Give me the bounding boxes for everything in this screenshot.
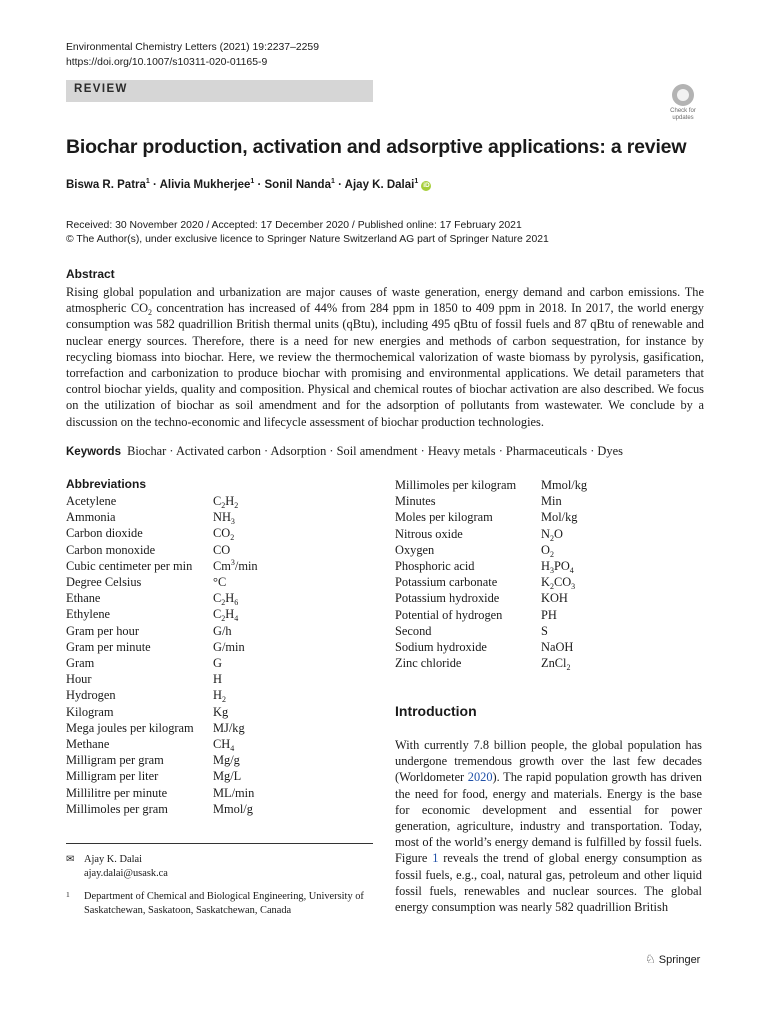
orcid-icon[interactable]: iD — [423, 182, 430, 189]
abbreviation-term: Degree Celsius — [66, 575, 142, 590]
abbreviation-term: Kilogram — [66, 704, 114, 719]
abbreviation-term: Hour — [66, 672, 92, 687]
abbreviation-term: Millimoles per gram — [66, 801, 168, 816]
abbreviation-row — [66, 590, 258, 606]
affiliation-text: Department of Chemical and Biological Engineering, University of Saskatchewan, Saskatoon, Saskatchewan, Canada — [84, 891, 364, 916]
author-name[interactable]: Sonil Nanda — [264, 179, 331, 191]
abbreviation-row — [66, 801, 258, 817]
abbreviation-value: Kg — [213, 704, 229, 719]
article-type-bar — [66, 80, 373, 102]
footnote-divider — [66, 843, 373, 844]
abbreviation-value: $NH_3$ — [213, 510, 235, 527]
abbreviation-term: Ethane — [66, 591, 101, 606]
abbreviation-term: Oxygen — [395, 542, 435, 557]
abbreviation-row — [66, 752, 258, 768]
keywords-list: Biochar · Activated carbon · Adsorption · Soil amendment · Heavy metals · Pharmaceuticals · Dyes — [127, 444, 623, 458]
abbreviation-value: $O_2$ — [541, 542, 554, 559]
abbreviation-row — [395, 607, 587, 623]
abbreviation-row — [66, 768, 258, 784]
author-name[interactable]: Biswa R. Patra — [66, 179, 146, 191]
abbreviation-term: Millilitre per minute — [66, 785, 168, 800]
abbreviation-term: Milligram per liter — [66, 769, 159, 784]
keywords — [66, 444, 623, 459]
abbreviation-row — [66, 655, 258, 671]
abbreviation-value: G/h — [213, 623, 232, 638]
abbreviation-term: Gram — [66, 656, 95, 671]
abbreviation-term: Ammonia — [66, 510, 116, 525]
abbreviation-term: Carbon monoxide — [66, 542, 156, 557]
abbreviation-row — [395, 623, 587, 639]
abbreviation-value: $H_3PO_4$ — [541, 559, 574, 576]
abbreviation-row — [395, 542, 587, 558]
contact-name: Ajay K. Dalai — [84, 854, 142, 865]
abbreviation-row — [66, 574, 258, 590]
ref-link-worldometer[interactable]: 2020 — [467, 770, 493, 785]
abbreviation-value: Mg/L — [213, 769, 242, 784]
abbreviation-value: $N_2O$ — [541, 526, 563, 543]
abbreviation-term: Minutes — [395, 494, 436, 509]
check-updates-icon — [672, 84, 694, 106]
abbreviations-heading: Abbreviations — [66, 477, 147, 491]
check-updates-text: Check for updates — [670, 108, 696, 121]
abbreviation-value: Cm$^3$/min — [213, 557, 258, 573]
abbreviation-value: MJ/kg — [213, 720, 245, 735]
abbreviation-row — [66, 509, 258, 525]
abbreviation-value: Mmol/g — [213, 801, 253, 816]
abbreviation-value: Mol/kg — [541, 510, 578, 525]
publication-dates — [66, 219, 549, 247]
author-affiliation-marker: 1 — [330, 178, 335, 185]
author-affiliation-marker: 1 — [250, 178, 255, 185]
abbreviation-term: Second — [395, 623, 432, 638]
abbreviation-term: Methane — [66, 737, 110, 752]
abbreviation-row — [395, 526, 587, 542]
introduction-heading: Introduction — [395, 703, 477, 719]
keywords-label: Keywords — [66, 446, 121, 458]
abstract-text: Rising global population and urbanization are major causes of waste generation, energy demand and carbon emissions. The atmospheric $CO_2$ concentration has increased of 44% from 284 ppm in 1850 to 409 ppm in 2018. In 2017, the world energy consumption was 582 quadrillion British thermal units (qBtu), including 495 qBtu of fossil fuels and 87 qBtu of renewable and nuclear energy sources. Therefore, there is a need for new energies and methods of carbon sequestration, for instance by recycling biomass into biochar. Here, we review the thermochemical valorization of waste biomass by pyrolysis, gasification, torrefaction and carbonization to produce biochar with promising and environmental applications. We detail parameters that control biochar yields, quality and composition. Physical and chemical routes of biochar activation are also described. We focus on the utilization of biochar as soil amendment and for the adsorption of pollutants from wastewater. We conclude by a discussion on the techno-economic and lifecycle assessment of biochar production technologies. — [66, 285, 704, 429]
abbreviation-value: ML/min — [213, 785, 255, 800]
abbreviation-row — [66, 785, 258, 801]
abbreviation-value: $CO_2$ — [213, 526, 235, 543]
abbreviation-term: Millimoles per kilogram — [395, 478, 517, 492]
abbreviation-row — [66, 687, 258, 703]
abbreviation-value: PH — [541, 607, 557, 622]
abbreviation-term: Ethylene — [66, 607, 111, 622]
affiliation-number: 1 — [66, 890, 70, 899]
abbreviation-row — [395, 590, 587, 606]
abbreviation-value: CO — [213, 542, 231, 557]
abbreviation-value: $H_2$ — [213, 688, 226, 705]
dates-line: Received: 30 November 2020 / Accepted: 17 December 2020 / Published online: 17 February 2021 — [66, 220, 522, 231]
journal-info — [66, 41, 319, 70]
abbreviation-term: Cubic centimeter per min — [66, 558, 193, 573]
author-name[interactable]: Ajay K. Dalai — [344, 179, 415, 191]
abbreviation-row — [66, 606, 258, 622]
abbreviation-value: $K_2CO_3$ — [541, 575, 576, 592]
abbreviation-term: Potassium hydroxide — [395, 591, 500, 606]
article-type-label: REVIEW — [74, 83, 128, 95]
abbreviation-row — [66, 639, 258, 655]
check-for-updates-badge[interactable] — [665, 84, 701, 122]
envelope-icon: ✉ — [66, 854, 75, 865]
abbreviation-value: S — [541, 623, 548, 638]
abbreviation-row — [395, 639, 587, 655]
article-title: Biochar production, activation and adsorptive applications: a review — [66, 136, 687, 158]
abbreviation-term: Mega joules per kilogram — [66, 720, 194, 735]
abbreviations-list-right — [395, 477, 587, 671]
abbreviation-value: NaOH — [541, 640, 574, 655]
abbreviation-row — [66, 736, 258, 752]
abbreviation-value: $C_2H_2$ — [213, 494, 239, 510]
journal-citation: Environmental Chemistry Letters (2021) 19:2237–2259 — [66, 42, 319, 53]
abbreviation-row — [66, 704, 258, 720]
abbreviations-list-left — [66, 493, 258, 817]
abbreviation-term: Gram per minute — [66, 639, 151, 654]
abbreviation-value: G — [213, 656, 222, 671]
abbreviation-row — [395, 477, 587, 493]
abbreviation-term: Acetylene — [66, 494, 117, 508]
abbreviation-term: Zinc chloride — [395, 656, 462, 671]
abbreviation-term: Sodium hydroxide — [395, 640, 487, 655]
abbreviation-term: Gram per hour — [66, 623, 139, 638]
contact-email[interactable]: ajay.dalai@usask.ca — [84, 868, 168, 879]
abbreviation-row — [395, 558, 587, 574]
doi-link[interactable]: https://doi.org/10.1007/s10311-020-01165-9 — [66, 56, 268, 68]
abbreviation-term: Potassium carbonate — [395, 575, 498, 590]
abbreviation-term: Moles per kilogram — [395, 510, 493, 525]
abbreviation-value: $C_2H_4$ — [213, 607, 239, 624]
abbreviation-row — [66, 558, 258, 574]
abbreviation-term: Carbon dioxide — [66, 526, 143, 541]
abbreviation-term: Phosphoric acid — [395, 559, 475, 574]
abbreviation-value: KOH — [541, 591, 568, 606]
figure-link-1[interactable]: 1 — [432, 851, 439, 866]
abbreviation-value: Mg/g — [213, 753, 240, 768]
abbreviation-row — [395, 574, 587, 590]
abbreviation-value: G/min — [213, 639, 245, 654]
abbreviation-value: °C — [213, 575, 227, 590]
author-affiliation-marker: 1 — [145, 178, 150, 185]
abbreviation-row — [66, 671, 258, 687]
author-list: Biswa R. Patra$^1$ · Alivia Mukherjee$^1$ · Sonil Nanda$^1$ · Ajay K. Dalai$^1$ iD — [66, 178, 430, 191]
abbreviation-row — [66, 493, 258, 509]
springer-horse-icon: ♘ — [645, 952, 656, 966]
publisher-name: Springer — [658, 954, 701, 966]
abbreviation-term: Nitrous oxide — [395, 526, 463, 541]
abbreviation-value: H — [213, 672, 222, 687]
publisher-logo — [645, 952, 700, 966]
abbreviation-row — [66, 720, 258, 736]
introduction-text: With currently 7.8 billion people, the global population has undergone tremendous growth over the last few decades (Worldometer 2020). The rapid population growth has driven the need for food, energy and materials. Energy is the base for economic development and essential for power generation, agriculture, industry and transportation. Today, most of the world’s energy demand is fulfilled by fossil fuels. Figure 1 reveals the trend of global energy consumption as fossil fuels, e.g., coal, natural gas, petroleum and other liquid fossil fuels, renewables and nuclear sources. The global energy consumption was nearly 582 quadrillion British — [395, 738, 702, 915]
abbreviation-row — [66, 525, 258, 541]
abstract-heading: Abstract — [66, 267, 115, 281]
abbreviation-row — [66, 623, 258, 639]
abbreviation-value: $CH_4$ — [213, 737, 235, 754]
copyright-line: © The Author(s), under exclusive licence to Springer Nature Switzerland AG part of Springer Nature 2021 — [66, 234, 549, 245]
abbreviation-row — [395, 493, 587, 509]
abbreviation-row — [66, 542, 258, 558]
abbreviation-value: Mmol/kg — [541, 478, 588, 492]
abbreviation-row — [395, 509, 587, 525]
abbreviation-term: Potential of hydrogen — [395, 607, 503, 622]
abbreviation-term: Milligram per gram — [66, 753, 164, 768]
abbreviation-value: Min — [541, 494, 562, 509]
author-name[interactable]: Alivia Mukherjee — [159, 179, 251, 191]
abbreviation-row — [395, 655, 587, 671]
abbreviation-value: $C_2H_6$ — [213, 591, 239, 608]
abbreviation-value: ZnCl$_2$ — [541, 656, 571, 673]
author-affiliation-marker: 1 — [414, 178, 419, 185]
abbreviation-term: Hydrogen — [66, 688, 116, 703]
